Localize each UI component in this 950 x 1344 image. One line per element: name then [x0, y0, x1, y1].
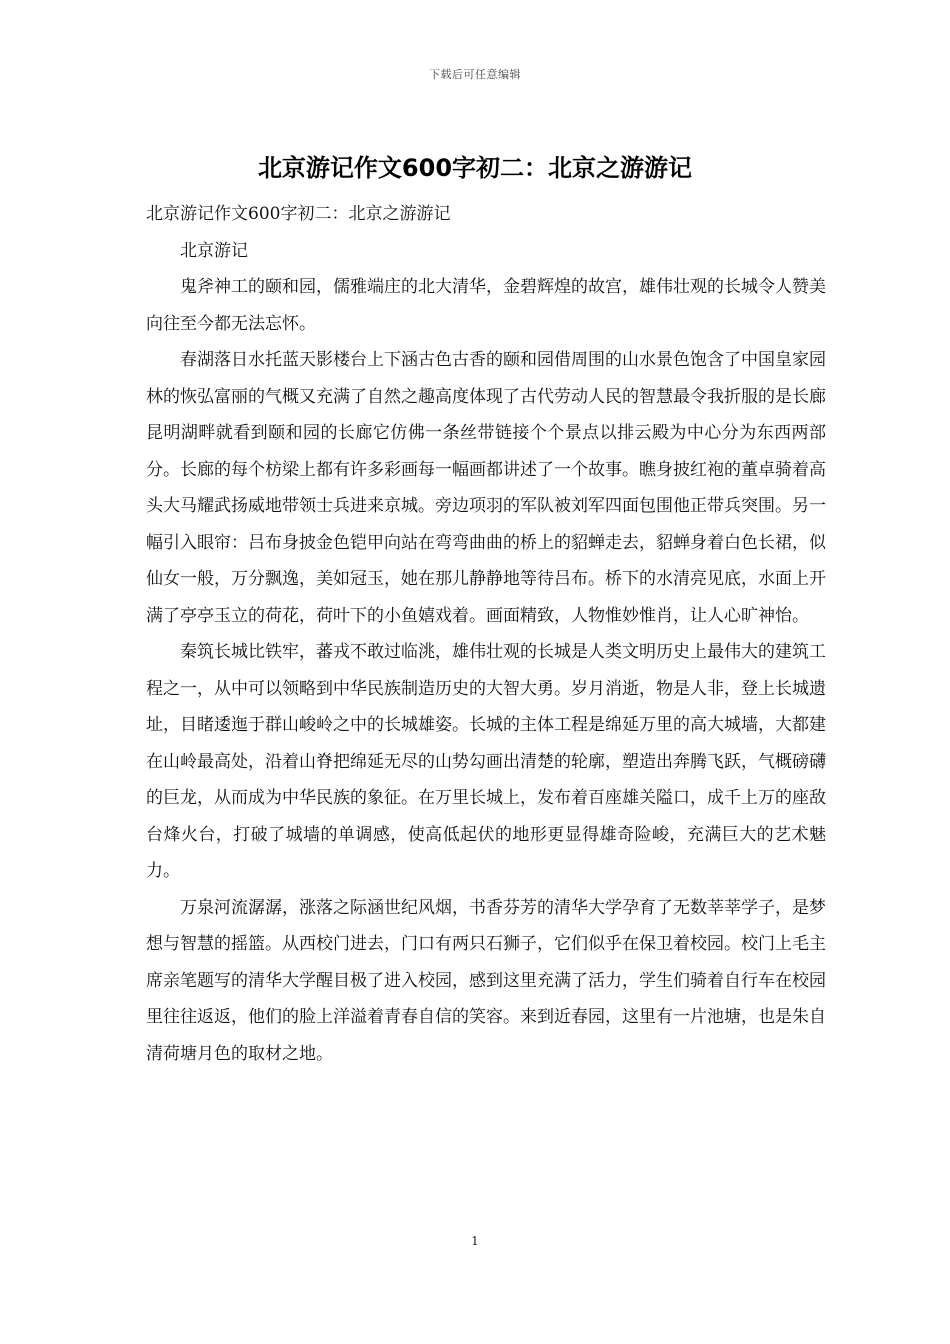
paragraph-4: 万泉河流潺潺，涨落之际涵世纪风烟，书香芬芳的清华大学孕育了无数莘莘学子，是梦想与智慧的摇篮。从西校门进去，门口有两只石狮子，它们似乎在保卫着校园。校门上毛主席亲笔题写的清华大学醒目极了进入校园，感到这里充满了活力，学生们骑着自行车在校园里往往返返，他们的脸上洋溢着青春自信的笑容。来到近春园，这里有一片池塘，也是朱自清荷塘月色的取材之地。 [146, 897, 826, 1064]
paragraph-1: 鬼斧神工的颐和园，儒雅端庄的北大清华，金碧辉煌的故宫，雄伟壮观的长城令人赞美向往至今都无法忘怀。 [146, 277, 826, 334]
section-heading: 北京游记 [180, 240, 248, 261]
header-note: 下载后可任意编辑 [429, 68, 521, 81]
document-body [146, 196, 826, 1072]
paragraph-3: 秦筑长城比铁牢，蕃戎不敢过临洮，雄伟壮观的长城是人类文明历史上最伟大的建筑工程之一，从中可以领略到中华民族制造历史的大智大勇。岁月消逝，物是人非，登上长城遗址，目睹逶迤于群山峻岭之中的长城雄姿。长城的主体工程是绵延万里的高大城墙，大都建在山岭最高处，沿着山脊把绵延无尽的山势勾画出清楚的轮廓，塑造出奔腾飞跃，气概磅礴的巨龙，从而成为中华民族的象征。在万里长城上，发布着百座雄关隘口，成千上万的座敌台烽火台，打破了城墙的单调感，使高低起伏的地形更显得雄奇险峻，充满巨大的艺术魅力。 [146, 642, 826, 881]
document-title: 北京游记作文600字初二：北京之游游记 [257, 154, 693, 182]
paragraph-2: 春湖落日水托蓝天影楼台上下涵古色古香的颐和园借周围的山水景色饱含了中国皇家园林的恢弘富丽的气概又充满了自然之趣高度体现了古代劳动人民的智慧最令我折服的是长廊昆明湖畔就看到颐和园的长廊它仿佛一条丝带链接个个景点以排云殿为中心分为东西两部分。长廊的每个枋梁上都有许多彩画每一幅画都讲述了一个故事。瞧身披红袍的董卓骑着高头大马耀武扬威地带领士兵进来京城。旁边项羽的军队被刘军四面包围他正带兵突围。另一幅引入眼帘：吕布身披金色铠甲向站在弯弯曲曲的桥上的貂蝉走去，貂蝉身着白色长裙，似仙女一般，万分飘逸，美如冠玉，她在那儿静静地等待吕布。桥下的水清亮见底，水面上开满了亭亭玉立的荷花，荷叶下的小鱼嬉戏着。画面精致，人物惟妙惟肖，让人心旷神怡。 [146, 350, 826, 626]
page-number: 1 [471, 1234, 479, 1248]
subtitle-line: 北京游记作文600字初二：北京之游游记 [146, 204, 451, 224]
